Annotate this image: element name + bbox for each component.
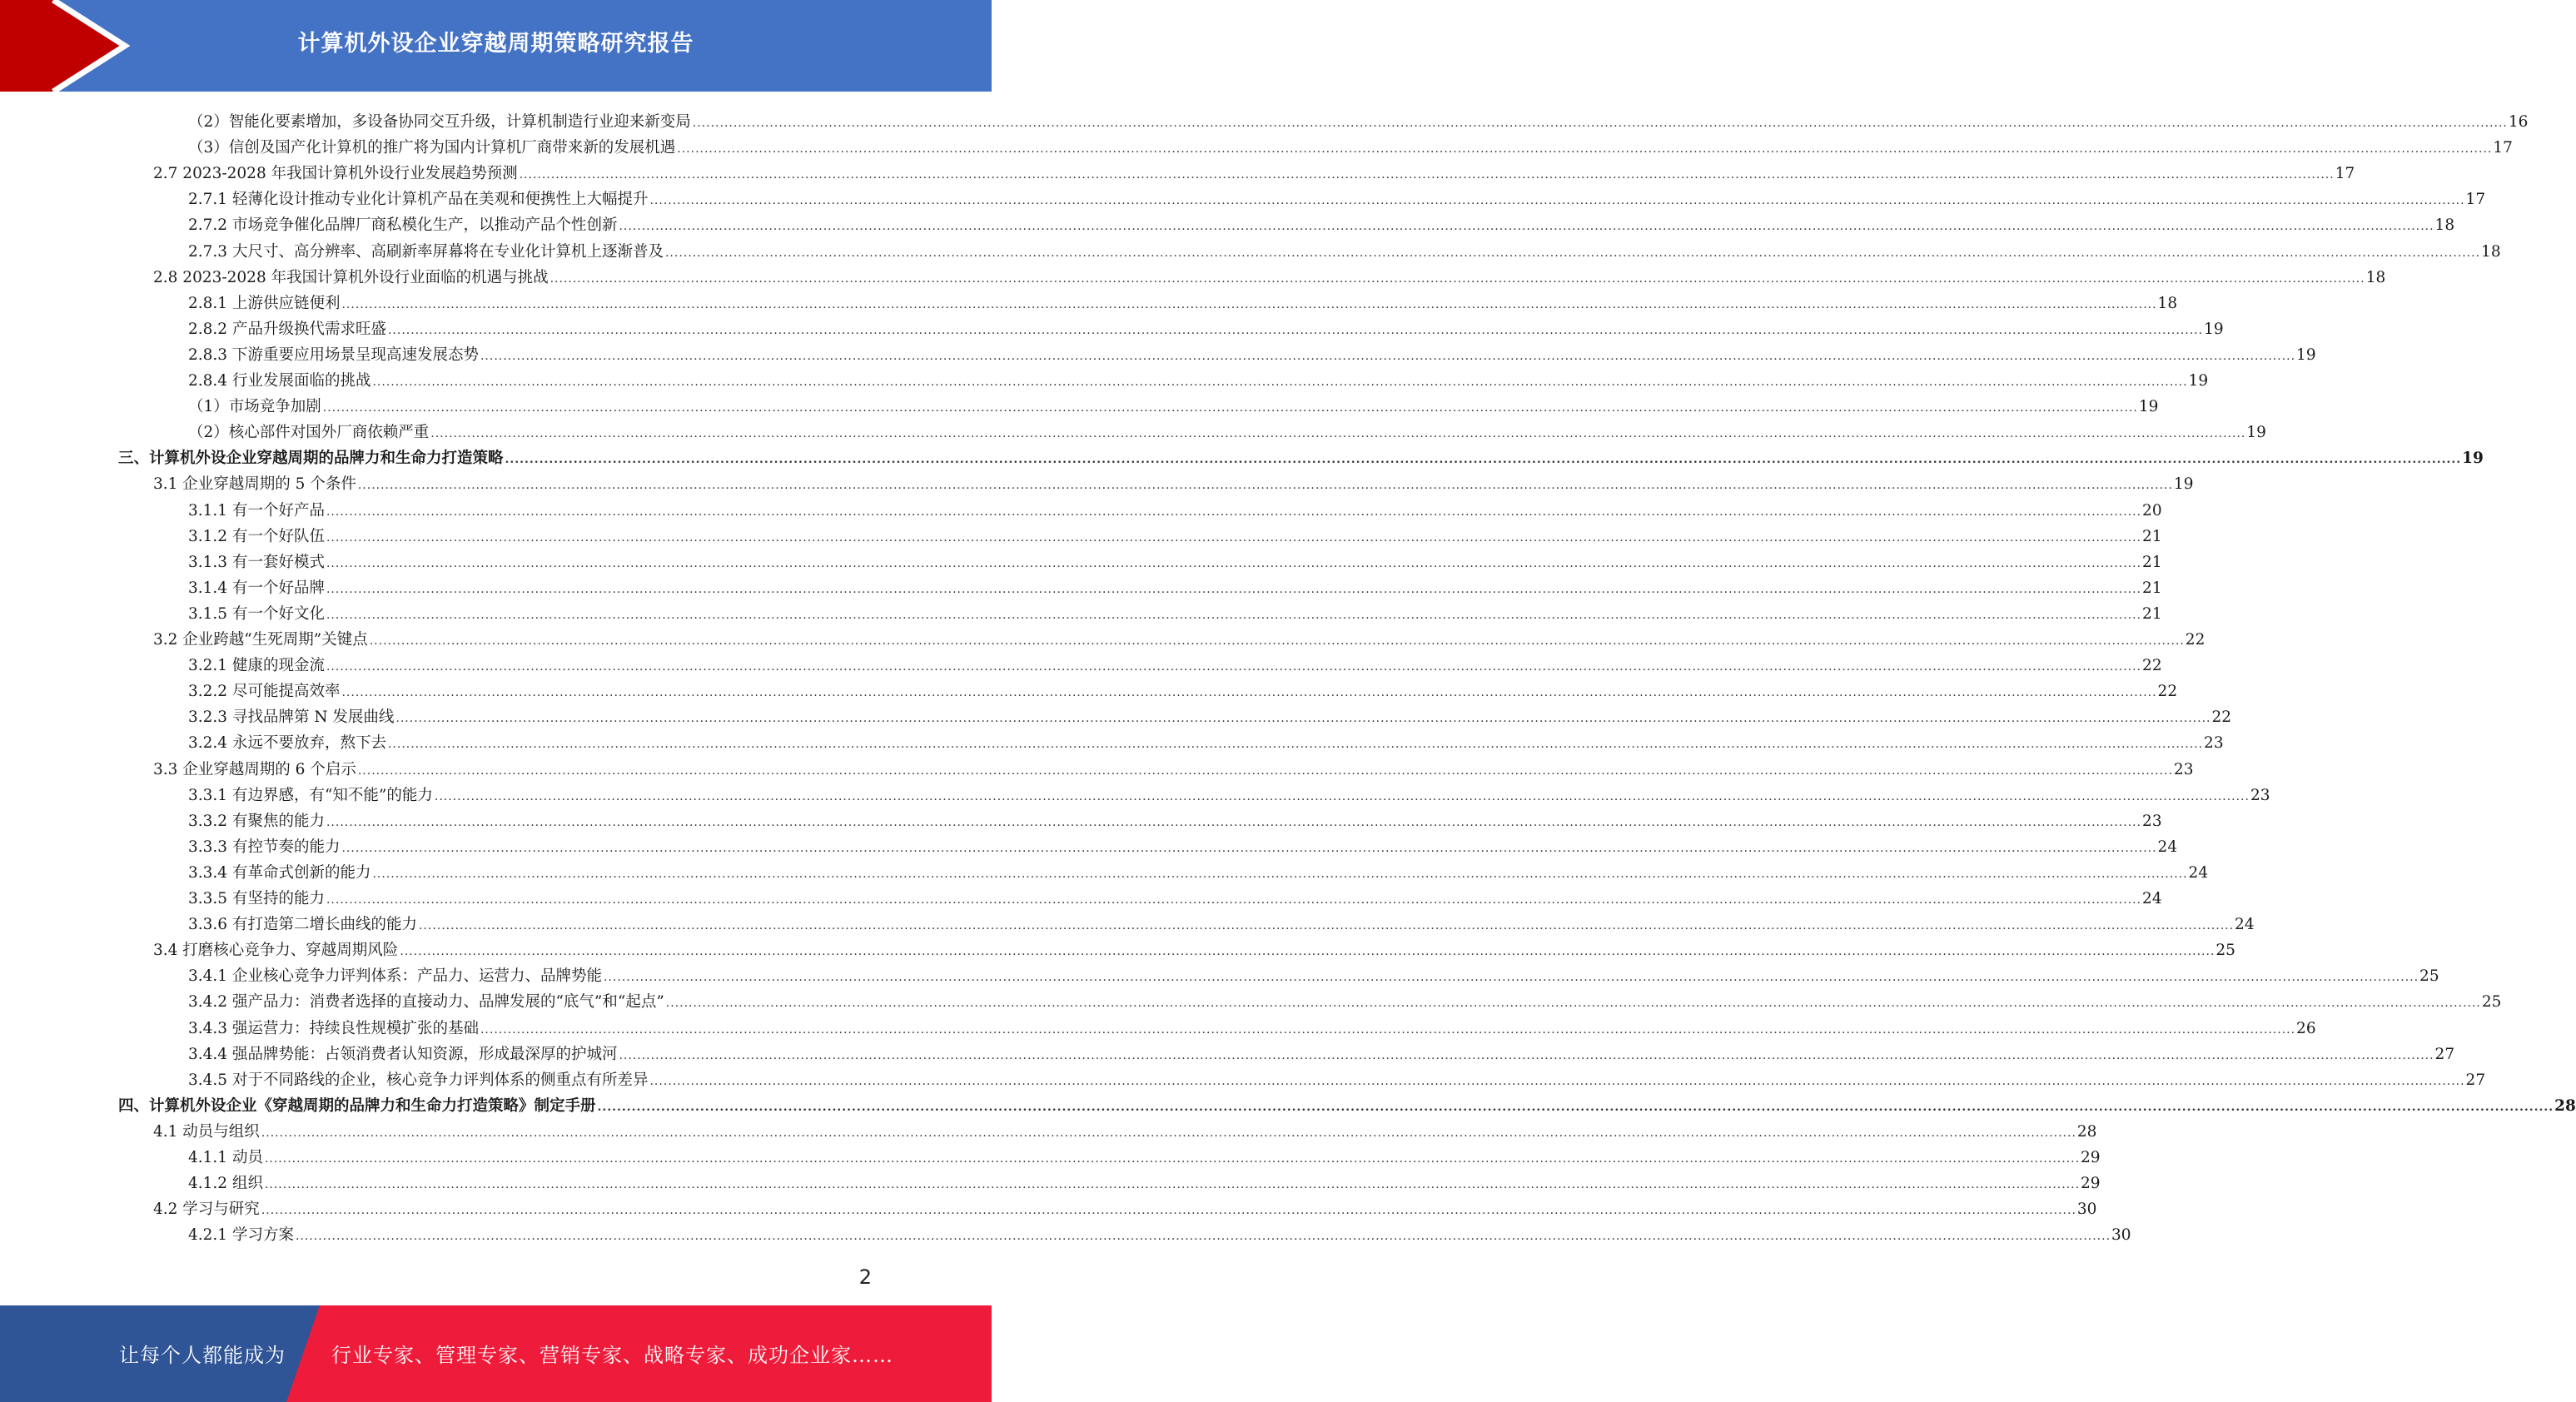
- toc-leader-dots: ................................................................................................................................................................................................................................................................................................................................................................................................................: [692, 117, 2508, 130]
- toc-entry-title: 3.2.1 健康的现金流: [188, 657, 325, 675]
- toc-entry-title: 3.3.4 有革命式创新的能力: [188, 863, 371, 882]
- toc-entry-page: 21: [2142, 579, 2162, 597]
- toc-entry[interactable]: [188, 340, 2316, 365]
- toc-entry[interactable]: [188, 1039, 2455, 1065]
- toc-entry-title: 3.2 企业跨越“生死周期”关键点: [153, 631, 368, 649]
- toc-leader-dots: ................................................................................................................................................................................................................................................................................................................................................................................................................: [264, 1152, 2081, 1166]
- toc-entry-title: 3.3.2 有聚焦的能力: [188, 812, 325, 830]
- toc-entry-page: 18: [2434, 216, 2455, 235]
- toc-leader-dots: ................................................................................................................................................................................................................................................................................................................................................................................................................: [326, 582, 2142, 596]
- toc-entry[interactable]: [153, 935, 2235, 961]
- toc-entry-page: 28: [2554, 1096, 2576, 1115]
- toc-entry[interactable]: [188, 495, 2162, 521]
- toc-entry-page: 18: [2157, 294, 2178, 312]
- toc-entry-page: 16: [2508, 113, 2529, 131]
- toc-entry-page: 24: [2188, 863, 2209, 882]
- toc-entry[interactable]: [188, 521, 2162, 547]
- toc-entry-title: （2）智能化要素增加，多设备协同交互升级，计算机制造行业迎来新变局: [188, 113, 691, 131]
- toc-entry-page: 24: [2235, 916, 2255, 934]
- toc-leader-dots: ................................................................................................................................................................................................................................................................................................................................................................................................................: [480, 349, 2296, 363]
- toc-entry[interactable]: [188, 288, 2178, 314]
- toc-entry-title: 3.4.5 对于不同路线的企业，核心竞争力评判体系的侧重点有所差异: [188, 1071, 649, 1089]
- toc-entry-page: 21: [2142, 527, 2162, 545]
- toc-leader-dots: ................................................................................................................................................................................................................................................................................................................................................................................................................: [261, 1126, 2076, 1140]
- toc-leader-dots: ................................................................................................................................................................................................................................................................................................................................................................................................................: [372, 375, 2188, 389]
- toc-entry[interactable]: [153, 158, 2355, 184]
- toc-entry-page: 22: [2142, 657, 2162, 675]
- toc-entry-title: 3.1 企业穿越周期的 5 个条件: [153, 475, 356, 494]
- toc-entry-title: （3）信创及国产化计算机的推广将为国内计算机厂商带来新的发展机遇: [188, 139, 676, 157]
- toc-entry-title: 3.3.5 有坚持的能力: [188, 890, 325, 907]
- toc-leader-dots: ................................................................................................................................................................................................................................................................................................................................................................................................................: [341, 297, 2157, 311]
- toc-entry-page: 19: [2462, 450, 2484, 468]
- toc-entry-page: 24: [2157, 838, 2178, 856]
- toc-entry-page: 23: [2142, 812, 2162, 830]
- toc-leader-dots: ................................................................................................................................................................................................................................................................................................................................................................................................................: [326, 505, 2142, 519]
- toc-entry[interactable]: [188, 132, 2513, 158]
- toc-entry[interactable]: [188, 1013, 2316, 1039]
- toc-entry-page: 28: [2076, 1122, 2097, 1141]
- toc-entry-title: 4.1 动员与组织: [153, 1122, 260, 1141]
- toc-entry-page: 22: [2185, 631, 2206, 649]
- toc-entry[interactable]: [188, 780, 2270, 806]
- toc-leader-dots: ................................................................................................................................................................................................................................................................................................................................................................................................................: [326, 815, 2142, 829]
- toc-entry[interactable]: [188, 1065, 2486, 1091]
- toc-entry[interactable]: [118, 1091, 2576, 1116]
- toc-leader-dots: ................................................................................................................................................................................................................................................................................................................................................................................................................: [480, 1022, 2296, 1037]
- toc-entry-page: 25: [2419, 967, 2439, 986]
- toc-entry-title: 3.1.3 有一套好模式: [188, 553, 325, 571]
- page-footer: [0, 1305, 992, 1402]
- toc-entry-page: 22: [2211, 708, 2232, 727]
- toc-entry-page: 30: [2111, 1226, 2131, 1245]
- toc-leader-dots: ................................................................................................................................................................................................................................................................................................................................................................................................................: [418, 919, 2235, 933]
- toc-entry-title: 3.1.5 有一个好文化: [188, 604, 325, 623]
- toc-entry[interactable]: [188, 417, 2266, 443]
- toc-entry-title: 3.1.1 有一个好产品: [188, 501, 325, 520]
- toc-entry[interactable]: [188, 599, 2162, 624]
- toc-entry-title: 3.1.2 有一个好队伍: [188, 527, 325, 545]
- toc-entry-page: 17: [2493, 139, 2513, 157]
- toc-entry-title: 4.2 学习与研究: [153, 1201, 260, 1219]
- toc-leader-dots: ................................................................................................................................................................................................................................................................................................................................................................................................................: [664, 246, 2481, 260]
- toc-entry[interactable]: [188, 650, 2162, 676]
- toc-entry-title: 2.8 2023-2028 年我国计算机外设行业面临的机遇与挑战: [153, 268, 549, 286]
- toc-entry-page: 19: [2246, 424, 2266, 442]
- toc-leader-dots: ................................................................................................................................................................................................................................................................................................................................................................................................................: [341, 841, 2157, 855]
- toc-leader-dots: ................................................................................................................................................................................................................................................................................................................................................................................................................: [357, 479, 2173, 493]
- toc-leader-dots: ................................................................................................................................................................................................................................................................................................................................................................................................................: [430, 427, 2246, 441]
- toc-entry-page: 29: [2081, 1175, 2101, 1193]
- document-title: 计算机外设企业穿越周期策略研究报告: [297, 31, 694, 57]
- toc-leader-dots: ................................................................................................................................................................................................................................................................................................................................................................................................................: [550, 271, 2365, 286]
- toc-entry[interactable]: [188, 314, 2224, 340]
- toc-leader-dots: ................................................................................................................................................................................................................................................................................................................................................................................................................: [395, 712, 2211, 726]
- toc-entry-page: 26: [2296, 1019, 2316, 1037]
- toc-leader-dots: ................................................................................................................................................................................................................................................................................................................................................................................................................: [322, 401, 2138, 415]
- toc-entry[interactable]: [188, 547, 2162, 573]
- toc-entry[interactable]: [153, 624, 2206, 650]
- toc-leader-dots: ................................................................................................................................................................................................................................................................................................................................................................................................................: [369, 634, 2185, 648]
- toc-entry-title: 2.7.1 轻薄化设计推动专业化计算机产品在美观和便携性上大幅提升: [188, 191, 649, 209]
- toc-entry[interactable]: [188, 728, 2224, 753]
- toc-entry-title: 3.1.4 有一个好品牌: [188, 579, 325, 597]
- toc-leader-dots: ................................................................................................................................................................................................................................................................................................................................................................................................................: [326, 530, 2142, 544]
- toc-entry-page: 27: [2434, 1045, 2455, 1063]
- toc-entry-page: 21: [2142, 553, 2162, 571]
- toc-entry-page: 19: [2188, 372, 2209, 390]
- toc-entry-title: 2.8.1 上游供应链便利: [188, 294, 341, 312]
- toc-entry-title: 三、计算机外设企业穿越周期的品牌力和生命力打造策略: [118, 450, 504, 468]
- toc-leader-dots: ................................................................................................................................................................................................................................................................................................................................................................................................................: [505, 453, 2462, 467]
- toc-entry-page: 19: [2173, 475, 2194, 494]
- toc-entry-page: 17: [2335, 165, 2355, 183]
- toc-entry[interactable]: [153, 469, 2194, 495]
- toc-entry-page: 29: [2081, 1149, 2101, 1166]
- toc-entry[interactable]: [188, 573, 2162, 599]
- toc-entry-title: 2.8.4 行业发展面临的挑战: [188, 372, 371, 390]
- toc-entry[interactable]: [188, 883, 2162, 909]
- toc-entry-page: 18: [2481, 242, 2501, 261]
- toc-entry-title: （2）核心部件对国外厂商依赖严重: [188, 424, 430, 442]
- toc-entry-page: 17: [2465, 191, 2486, 209]
- footer-slogan-left: 让每个人都能成为: [119, 1344, 286, 1367]
- toc-entry-page: 20: [2142, 501, 2162, 520]
- toc-leader-dots: ................................................................................................................................................................................................................................................................................................................................................................................................................: [649, 1074, 2465, 1088]
- toc-entry-page: 18: [2365, 268, 2386, 286]
- toc-entry[interactable]: [188, 987, 2502, 1012]
- toc-entry-page: 19: [2204, 320, 2224, 338]
- toc-leader-dots: ................................................................................................................................................................................................................................................................................................................................................................................................................: [326, 660, 2142, 674]
- toc-entry-page: 23: [2204, 734, 2224, 753]
- toc-entry[interactable]: [188, 236, 2501, 262]
- toc-leader-dots: ................................................................................................................................................................................................................................................................................................................................................................................................................: [665, 997, 2481, 1011]
- toc-leader-dots: ................................................................................................................................................................................................................................................................................................................................................................................................................: [677, 142, 2493, 157]
- toc-entry-title: 2.7.2 市场竞争催化品牌厂商私模化生产，以推动产品个性创新: [188, 216, 618, 235]
- toc-entry[interactable]: [188, 365, 2209, 391]
- toc-entry[interactable]: [188, 832, 2178, 858]
- page-number: 2: [858, 1265, 872, 1289]
- toc-leader-dots: ................................................................................................................................................................................................................................................................................................................................................................................................................: [326, 608, 2142, 622]
- toc-entry-page: 21: [2142, 604, 2162, 623]
- toc-leader-dots: ................................................................................................................................................................................................................................................................................................................................................................................................................: [326, 893, 2142, 907]
- toc-entry-page: 24: [2142, 890, 2162, 907]
- toc-leader-dots: ................................................................................................................................................................................................................................................................................................................................................................................................................: [326, 556, 2142, 570]
- toc-entry-title: 2.8.2 产品升级换代需求旺盛: [188, 320, 386, 338]
- toc-entry[interactable]: [188, 184, 2486, 210]
- toc-entry-title: 3.2.2 尽可能提高效率: [188, 683, 341, 701]
- toc-leader-dots: ................................................................................................................................................................................................................................................................................................................................................................................................................: [519, 168, 2335, 182]
- toc-leader-dots: ................................................................................................................................................................................................................................................................................................................................................................................................................: [649, 194, 2465, 208]
- toc-entry-page: 25: [2481, 993, 2502, 1012]
- toc-leader-dots: ................................................................................................................................................................................................................................................................................................................................................................................................................: [372, 867, 2188, 881]
- toc-entry[interactable]: [153, 1116, 2097, 1142]
- toc-entry-title: 3.3.6 有打造第二增长曲线的能力: [188, 916, 417, 934]
- toc-entry[interactable]: [188, 676, 2178, 702]
- toc-entry-page: 25: [2215, 942, 2235, 960]
- toc-leader-dots: ................................................................................................................................................................................................................................................................................................................................................................................................................: [357, 763, 2173, 778]
- toc-entry[interactable]: [188, 391, 2159, 417]
- toc-entry[interactable]: [188, 961, 2439, 987]
- toc-entry-title: 3.3.3 有控节奏的能力: [188, 838, 341, 856]
- toc-entry[interactable]: [188, 210, 2455, 236]
- toc-entry[interactable]: [153, 1194, 2097, 1220]
- toc-entry-title: 2.7.3 大尺寸、高分辨率、高刷新率屏幕将在专业化计算机上逐渐普及: [188, 242, 664, 261]
- toc-entry-title: 3.4.4 强品牌势能：占领消费者认知资源，形成最深厚的护城河: [188, 1045, 618, 1063]
- toc-leader-dots: ................................................................................................................................................................................................................................................................................................................................................................................................................: [387, 738, 2204, 752]
- toc-entry[interactable]: [153, 262, 2386, 288]
- toc-leader-dots: ................................................................................................................................................................................................................................................................................................................................................................................................................: [400, 945, 2215, 959]
- toc-entry-page: 23: [2250, 786, 2270, 804]
- toc-leader-dots: ................................................................................................................................................................................................................................................................................................................................................................................................................: [619, 1048, 2434, 1062]
- toc-entry-page: 22: [2157, 683, 2178, 701]
- toc-entry-title: 4.2.1 学习方案: [188, 1226, 294, 1245]
- toc-entry-title: 2.7 2023-2028 年我国计算机外设行业发展趋势预测: [153, 165, 518, 183]
- toc-entry[interactable]: [153, 754, 2194, 780]
- toc-entry-title: 3.3 企业穿越周期的 6 个启示: [153, 760, 356, 778]
- toc-entry-page: 19: [2138, 398, 2159, 416]
- toc-entry-title: 3.4.3 强运营力：持续良性规模扩张的基础: [188, 1019, 479, 1037]
- toc-entry-title: 4.1.1 动员: [188, 1149, 263, 1166]
- toc-entry-page: 27: [2465, 1071, 2486, 1089]
- toc-entry-title: 3.4.1 企业核心竞争力评判体系：产品力、运营力、品牌势能: [188, 967, 602, 986]
- toc-leader-dots: ................................................................................................................................................................................................................................................................................................................................................................................................................: [264, 1178, 2081, 1192]
- toc-entry[interactable]: [188, 858, 2209, 883]
- footer-slogan-right: 行业专家、管理专家、营销专家、战略专家、成功企业家……: [331, 1344, 893, 1367]
- toc-entry-title: 3.3.1 有边界感，有“知不能”的能力: [188, 786, 433, 804]
- toc-leader-dots: ................................................................................................................................................................................................................................................................................................................................................................................................................: [597, 1100, 2554, 1114]
- toc-entry[interactable]: [188, 702, 2232, 728]
- toc-entry[interactable]: [188, 1220, 2131, 1245]
- toc-entry-page: 23: [2173, 760, 2194, 778]
- page-header: [0, 0, 992, 92]
- toc-entry[interactable]: [188, 1168, 2101, 1194]
- toc-entry-title: 3.4.2 强产品力：消费者选择的直接动力、品牌发展的“底气”和“起点”: [188, 993, 664, 1012]
- toc-entry-title: 3.2.4 永远不要放弃，熬下去: [188, 734, 386, 753]
- toc-leader-dots: ................................................................................................................................................................................................................................................................................................................................................................................................................: [603, 971, 2419, 985]
- toc-entry-title: 2.8.3 下游重要应用场景呈现高速发展态势: [188, 346, 479, 364]
- toc-entry[interactable]: [188, 806, 2162, 832]
- toc-leader-dots: ................................................................................................................................................................................................................................................................................................................................................................................................................: [387, 323, 2204, 337]
- toc-entry-title: 3.4 打磨核心竞争力、穿越周期风险: [153, 942, 399, 960]
- toc-entry-title: 四、计算机外设企业《穿越周期的品牌力和生命力打造策略》制定手册: [118, 1096, 596, 1115]
- toc-entry-page: 19: [2296, 346, 2316, 364]
- toc-leader-dots: ................................................................................................................................................................................................................................................................................................................................................................................................................: [619, 220, 2434, 234]
- toc-entry-title: 3.2.3 寻找品牌第 N 发展曲线: [188, 708, 395, 727]
- toc-entry[interactable]: [188, 909, 2255, 935]
- toc-leader-dots: ................................................................................................................................................................................................................................................................................................................................................................................................................: [434, 789, 2250, 803]
- toc-entry[interactable]: [188, 1142, 2101, 1168]
- toc-entry[interactable]: [188, 107, 2529, 132]
- toc-entry[interactable]: [118, 443, 2484, 469]
- toc-leader-dots: ................................................................................................................................................................................................................................................................................................................................................................................................................: [261, 1204, 2076, 1218]
- toc-leader-dots: ................................................................................................................................................................................................................................................................................................................................................................................................................: [341, 686, 2157, 700]
- toc-entry-page: 30: [2076, 1201, 2097, 1219]
- toc-leader-dots: ................................................................................................................................................................................................................................................................................................................................................................................................................: [295, 1230, 2111, 1244]
- toc-entry-title: 4.1.2 组织: [188, 1175, 263, 1193]
- toc-entry-title: （1）市场竞争加剧: [188, 398, 321, 416]
